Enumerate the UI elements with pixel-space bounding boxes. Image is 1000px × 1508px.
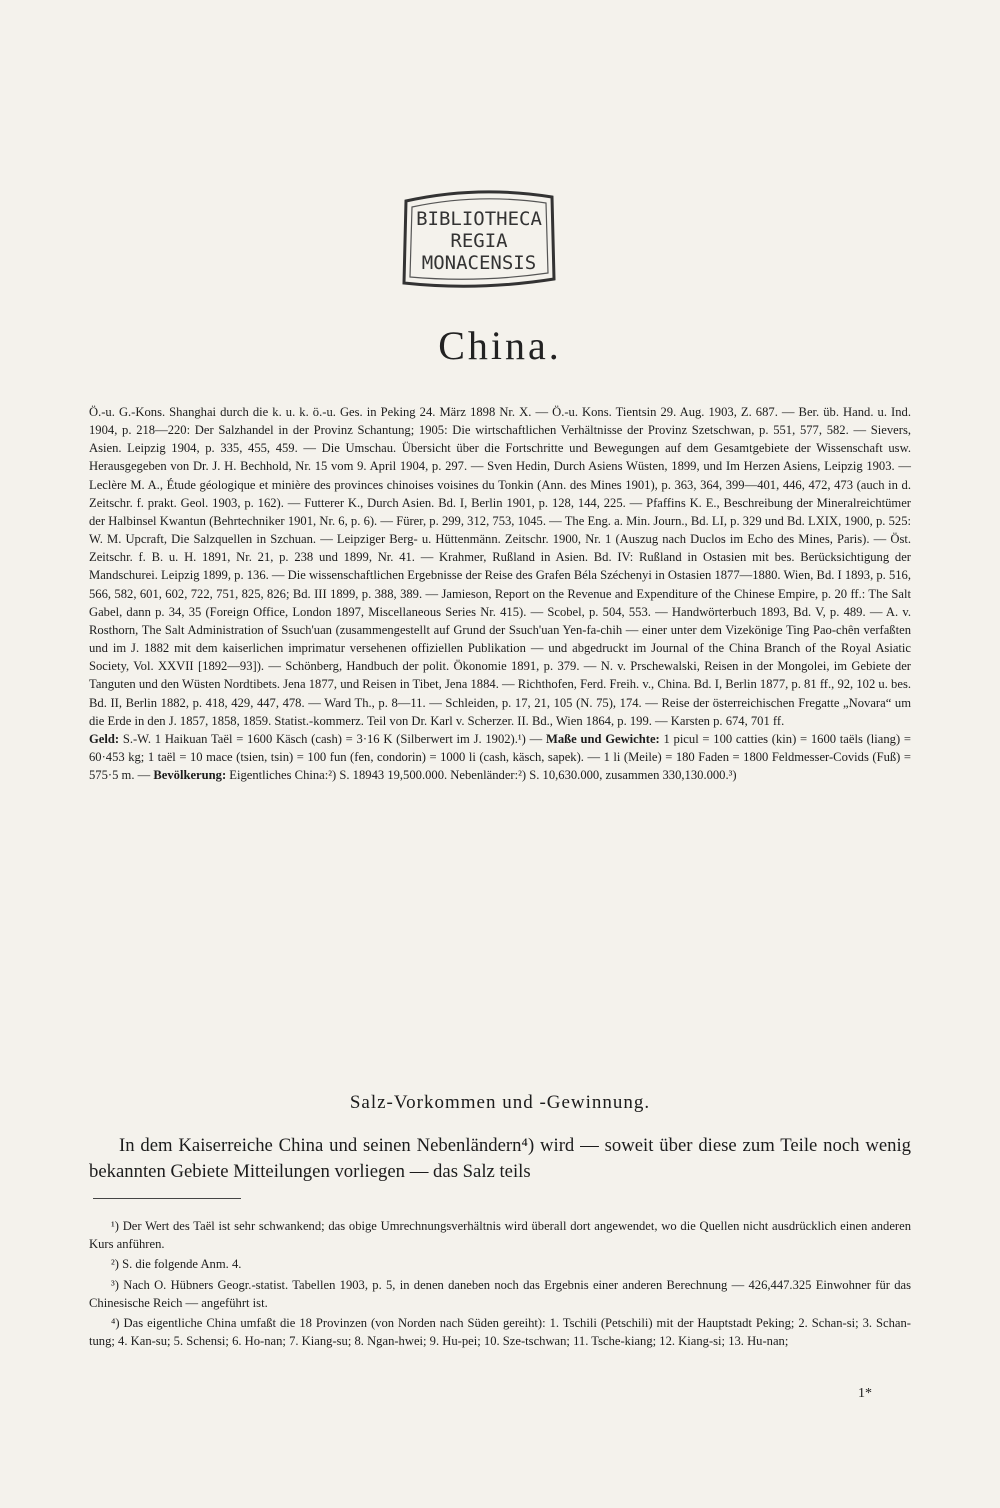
body-paragraph: In dem Kaiserreiche China und seinen Nebenländern⁴) wird — soweit über diese zum Teile noch wenig bekannten Gebiete Mitteilungen vorliegen — das Salz teils [89,1135,911,1182]
footnote-4: ⁴) Das eigentliche China umfaßt die 18 Provinzen (von Norden nach Süden gereiht): 1. Tschili (Petschili) mit der Hauptstadt Peking; 2. Schan-si; 3. Schan-tung; 4. Kan-su; 5. Schensi; 6. Ho-nan; 7. Kiang-su; 8. Ngan-hwei; 9. Hu-pei; 10. Sze-tschwan; 11. Tsche-kiang; 12. Kiang-si; 13. Hu-nan; [89,1316,911,1349]
footnote-divider [93,1198,241,1199]
footnote-3: ³) Nach O. Hübners Geogr.-statist. Tabellen 1903, p. 5, in denen daneben noch das Ergebnis einer anderen Berechnung — 426,447.325 Einwohner für das Chinesische Reich — angeführt ist. [89,1277,911,1310]
sources-block [89,403,911,784]
stamp-line-2: REGIA [450,230,508,252]
geld-label: Geld: [89,731,120,746]
page-signature: 1* [858,1386,872,1401]
stamp-line-3: MONACENSIS [421,252,537,274]
footnotes [89,1217,911,1352]
bevoelkerung-label: Bevölkerung: [153,768,227,783]
footnote-1: ¹) Der Wert des Taël ist sehr schwankend; das obige Umrechnungsverhältnis wird überall dort angewendet, wo die Quellen nicht ausdrücklich einen anderen Kurs anführen. [89,1219,911,1252]
bevoelkerung-text: Eigentliches China:²) S. 18943 19,500.000. Nebenländer:²) S. 10,630.000, zusammen 330,130.000.³) [226,768,737,783]
sources-summary [89,730,911,784]
library-stamp [398,183,560,295]
stamp-line-1: BIBLIOTHECA [416,208,542,230]
page-title: China. [438,323,562,368]
footnote-2: ²) S. die folgende Anm. 4. [111,1257,242,1272]
masse-text: 1 picul = 100 catties (kin) = 1600 taëls (liang) = 60·453 kg; 1 taël = 10 mace (tsien, tsin) = 100 fun (fen, condorin) = 1000 li (cash, käsch, sapek). — 1 li (Meile) = 180 Faden = 1800 Feldmesser-Covids (Fuß) = 575·5 m. — [89,731,911,783]
section-heading: Salz-Vorkommen und -Gewinnung. [349,1092,651,1113]
sources-references: Ö.-u. G.-Kons. Shanghai durch die k. u. k. ö.-u. Ges. in Peking 24. März 1898 Nr. X. — Ö.-u. Kons. Tientsin 29. Aug. 1903, Z. 687. — Ber. üb. Hand. u. Ind. 1904, p. 218—220: Der Salzhandel in der Provinz Schantung; 1905: Die wirtschaftlichen Verhältnisse der Provinz Szetschwan, p. 551, 577, 582. — Sievers, Asien. Leipzig 1904, p. 335, 455, 459. — Die Umschau. Übersicht über die Fortschritte und Bewegungen auf dem Gesamtgebiete der Wissenschaft usw. Herausgegeben von Dr. J. H. Bechhold, Nr. 15 vom 9. April 1904, p. 297. — Sven Hedin, Durch Asiens Wüsten, 1899, und Im Herzen Asiens, Leipzig 1903. — Leclère M. A., Étude géologique et minière des provinces chinoises voisines du Tonkin (Ann. des Mines 1901), p. 363, 364, 399—401, 446, 472, 473 (auch in d. Zeitschr. f. prakt. Geol. 1903, p. 162). — Futterer K., Durch Asien. Bd. I, Berlin 1901, p. 128, 144, 225. — Pfaffins K. E., Beschreibung der Mineralreichtümer der Halbinsel Kwantun (Behrtechniker 1901, Nr. 6, p. 6). — Fürer, p. 299, 312, 753, 1045. — The Eng. a. Min. Journ., Bd. LI, p. 329 und Bd. LXIX, 1900, p. 525: W. M. Upcraft, Die Salzquellen in Szchuan. — Leipziger Berg- u. Hüttenmänn. Zeitschr. 1900, Nr. 1 (Auszug nach Duclos im Echo des Mines, Paris). — Öst. Zeitschr. f. B. u. H. 1891, Nr. 21, p. 238 und 1899, Nr. 41. — Krahmer, Rußland in Asien. Bd. IV: Rußland in Ostasien mit bes. Berücksichtigung der Mandschurei. Leipzig 1899, p. 136. — Die wissenschaftlichen Ergebnisse der Reise des Grafen Béla Széchenyi in Ostasien 1877—1880. Wien, Bd. I 1893, p. 516, 566, 582, 601, 602, 722, 751, 825, 826; Bd. III 1899, p. 388, 389. — Jamieson, Report on the Revenue and Expenditure of the Chinese Empire, p. 20 ff.: The Salt Gabel, dann p. 34, 35 (Foreign Office, London 1897, Miscellaneous Series Nr. 415). — Scobel, p. 504, 553. — Handwörterbuch 1893, Bd. V, p. 489. — A. v. Rosthorn, The Salt Administration of Ssuch'uan (zusammengestellt auf Grund der Ssuch'uan Yen-fa-chih — einer unter dem Vizekönige Ting Pao-chên verfaßten und im J. 1882 mit dem kaiserlichen imprimatur versehenen offiziellen Publikation — und abgedruckt im Journal of the China Branch of the Royal Asiatic Society, Vol. XXVII [1892—93]). — Schönberg, Handbuch der polit. Ökonomie 1891, p. 379. — N. v. Prschewalski, Reisen in der Mongolei, im Gebiete der Tanguten und den Wüsten Nordtibets. Jena 1877, und Reisen in Tibet, Jena 1884. — Richthofen, Ferd. Freih. v., China. Bd. I, Berlin 1877, p. 81 ff., 92, 102 u. bes. Bd. II, Berlin 1882, p. 418, 429, 447, 478. — Ward Th., p. 8—11. — Schleiden, p. 17, 21, 105 (N. 75), 174. — Reise der österreichischen Fregatte „Novara“ um die Erde in den J. 1857, 1858, 1859. Statist.-kommerz. Teil von Dr. Karl v. Scherzer. II. Bd., Wien 1864, p. 199. — Karsten p. 674, 701 ff. [89,405,911,728]
masse-label: Maße und Gewichte: [545,731,660,746]
geld-text: S.-W. 1 Haikuan Taël = 1600 Käsch (cash) = 3·16 K (Silberwert im J. 1902).¹) — [119,731,546,746]
